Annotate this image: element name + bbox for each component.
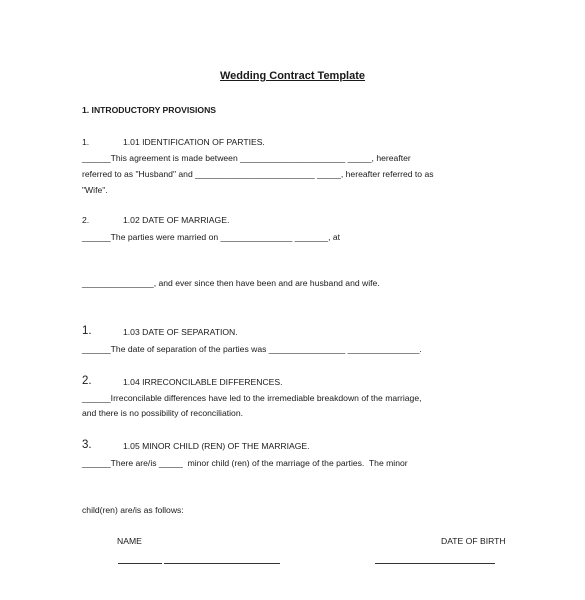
clause-heading: 1.05 MINOR CHILD (REN) OF THE MARRIAGE. (123, 441, 310, 451)
clause-number: 1. (82, 137, 90, 147)
fill-in-line (164, 563, 280, 564)
clause-line: referred to as "Husband" and _________________________ _____, hereafter referred to as (82, 169, 434, 179)
clause-line: and there is no possibility of reconciliation. (82, 408, 243, 418)
clause-line: ______The date of separation of the parties was ________________ _______________. (82, 344, 422, 354)
fill-in-line (118, 563, 162, 564)
clause-line: _______________, and ever since then have been and are husband and wife. (82, 278, 380, 288)
table-header-dob: DATE OF BIRTH (441, 536, 506, 546)
fill-in-line (375, 563, 495, 564)
clause-number: 1. (82, 325, 92, 337)
clause-line: child(ren) are/is as follows: (82, 505, 184, 515)
clause-heading: 1.01 IDENTIFICATION OF PARTIES. (123, 137, 265, 147)
clause-heading: 1.04 IRRECONCILABLE DIFFERENCES. (123, 377, 283, 387)
clause-number: 2. (82, 215, 90, 225)
clause-heading: 1.03 DATE OF SEPARATION. (123, 327, 238, 337)
clause-line: ______The parties were married on _______________ _______, at (82, 232, 341, 242)
clause-line: ______There are/is _____ minor child (ren) of the marriage of the parties. The minor (82, 458, 408, 468)
clause-number: 3. (82, 439, 92, 451)
clause-line: ______Irreconcilable differences have led to the irremediable breakdown of the marriage, (82, 393, 422, 403)
table-header-name: NAME (117, 536, 142, 546)
clause-line: "Wife". (82, 185, 108, 195)
clause-line: ______This agreement is made between ______________________ _____, hereafter (82, 153, 411, 163)
document-title: Wedding Contract Template (219, 70, 366, 82)
clause-number: 2. (82, 375, 92, 387)
clause-heading: 1.02 DATE OF MARRIAGE. (123, 215, 230, 225)
section-heading: 1. INTRODUCTORY PROVISIONS (82, 105, 217, 115)
